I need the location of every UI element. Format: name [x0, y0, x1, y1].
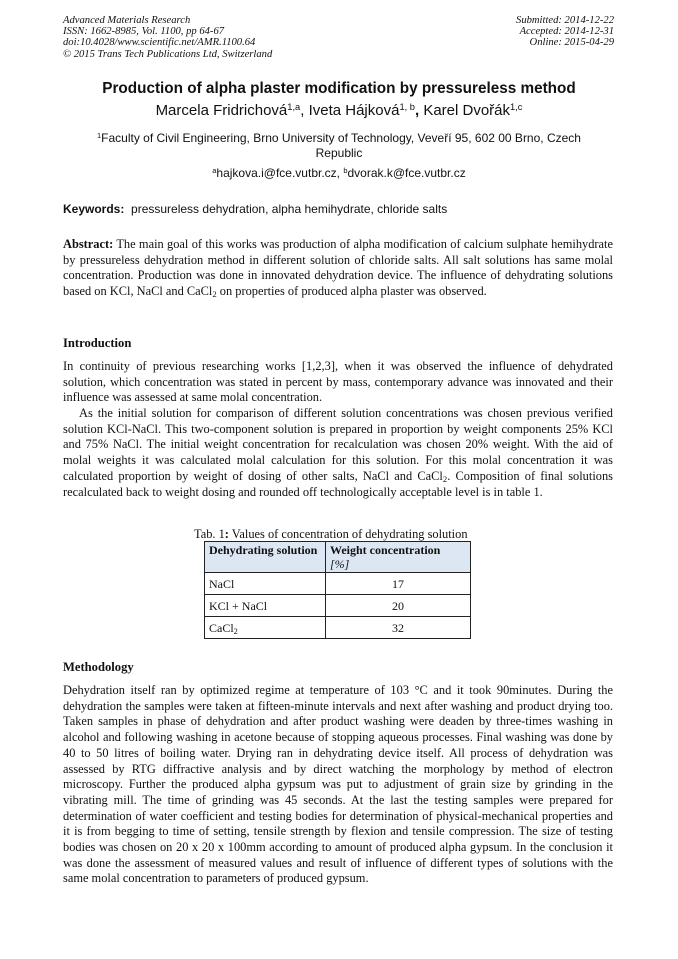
cell-solution: [205, 617, 326, 639]
solution-name: CaCl: [209, 620, 234, 635]
keywords-text: pressureless dehydration, alpha hemihydrate, chloride salts: [131, 202, 448, 216]
solution-name: NaCl: [209, 576, 235, 591]
keywords-label: Keywords:: [63, 202, 125, 216]
table-row: [205, 617, 471, 639]
column-header-unit: [%]: [330, 557, 350, 571]
submitted-date: Submitted: 2014-12-22: [516, 15, 614, 26]
cell-solution: [205, 595, 326, 617]
subscript: 2: [212, 289, 217, 300]
cell-concentration: 17: [326, 573, 471, 595]
author-affiliation-mark: 1,c: [510, 101, 523, 112]
email-mark: a: [212, 165, 217, 175]
column-header-concentration-label: Weight concentration: [330, 543, 441, 557]
accepted-date: Accepted: 2014-12-31: [519, 26, 614, 38]
section-heading-introduction: Introduction: [63, 336, 132, 350]
table-caption: [194, 527, 468, 542]
table-caption-label: Tab. 1: [194, 527, 225, 541]
abstract: [63, 237, 613, 300]
author-name: Marcela Fridrichová: [155, 102, 288, 119]
journal-name: Advanced Materials Research: [63, 15, 191, 26]
solution-name: KCl + NaCl: [209, 598, 268, 613]
email-link[interactable]: hajkova.i@fce.vutbr.cz: [216, 166, 337, 180]
intro-paragraph-2-text: As the initial solution for comparison of different solution concentrations was chosen previous verified solution KCl-NaCl. This two-component solution is prepared in proportion by weight components 25% KCl and 75% NaCl. The initial weight concentration for recalculation was chosen 20% weight. With the aid of molal weights it was calculated molal calculation for this solution. For this molal concentration it was calculated proportion by weight of dosing of other salts, NaCl and CaCl: [63, 406, 613, 483]
table-row: [205, 573, 471, 595]
journal-info: [63, 15, 272, 60]
affiliation: [80, 131, 598, 161]
cell-concentration: 20: [326, 595, 471, 617]
abstract-text-end: on properties of produced alpha plaster was observed.: [216, 284, 487, 299]
author-affiliation-mark: 1,a: [287, 101, 301, 112]
affiliation-text: Faculty of Civil Engineering, Brno University of Technology, Veveří 95, 602 00 Brno, Czech Republic: [101, 131, 581, 160]
author-list: Marcela Fridrichová$^{1,a}$, Iveta Hájková$^{1, b}$, Karel Dvořák$^{1,c}$: [155, 101, 523, 119]
intro-paragraph-2: [63, 406, 613, 500]
table-header-row: [205, 542, 471, 573]
intro-paragraph-1: In continuity of previous researching works [1,2,3], when it was observed the influence of dehydrated solution, which concentration was stated in percent by mass, contemporary advance was innovated and their influence was assessed at same molal concentration.: [63, 359, 613, 405]
author-name: Iveta Hájková: [308, 102, 400, 119]
abstract-text: The main goal of this works was production of alpha modification of calcium sulphate hemihydrate by pressureless dehydration method in different solution of chloride salts. All salt solutions has same molal concentration. Production was done in innovated dehydration device. The influence of dehydrating solutions based on KCl, NaCl and CaCl: [63, 237, 613, 299]
methodology-paragraph: Dehydration itself ran by optimized regime at temperature of 103 °C and it took 90minutes. During the dehydration the samples were taken at fifteen-minute intervals and next after washing and product drying too. Taken samples in phase of dehydration and after product washing were deaden by three-times washing in alcohol and following washing in acetone because of stopping aqueous processes. Final washing was done by 40 to 50 litres of boiling water. Drying ran in dehydrating device itself. All process of dehydration was assessed by RTG diffractive analysis and by direct watching the morphology by method of electron microscopy. Further the produced alpha gypsum was put to adjustment of grain size by grinding in the vibrating mill. The time of grinding was 45 seconds. At the last the testing samples were prepared for determination of water coefficient and testing bodies for determination of physical-mechanical properties and it is from begging to time of setting, tensile strength by flexion and tensile compression. The size of testing bodies was chosen on 20 x 20 x 100mm according to amount of produced alpha gypsum. In the conclusion it was done the assessment of measured values and result of influence of different types of solutions with the same molal concentration to parameters of produced gypsum.: [63, 683, 613, 886]
table-caption-text: Values of concentration of dehydrating solution: [228, 527, 468, 541]
table-row: [205, 595, 471, 617]
concentration-table: [204, 541, 471, 639]
author-name: Karel Dvořák: [423, 102, 511, 119]
journal-copyright: © 2015 Trans Tech Publications Ltd, Switzerland: [63, 48, 273, 60]
author-emails: $^a$hajkova.i@fce.vutbr.cz, $^b$dvorak.k@fce.vutbr.cz: [212, 165, 466, 180]
subscript: 2: [442, 473, 448, 484]
author-affiliation-mark: 1, b: [399, 101, 415, 112]
table-caption-separator: :: [224, 527, 229, 541]
cell-solution: [205, 573, 326, 595]
journal-doi: doi:10.4028/www.scientific.net/AMR.1100.64: [63, 37, 256, 49]
column-header-concentration: [326, 542, 471, 573]
email-mark: b: [343, 165, 348, 175]
paper-title: Production of alpha plaster modification by pressureless method: [102, 80, 576, 97]
journal-issn: ISSN: 1662-8985, Vol. 1100, pp 64-67: [63, 26, 225, 38]
affiliation-mark: 1: [97, 130, 102, 140]
online-date: Online: 2015-04-29: [529, 37, 614, 49]
cell-concentration: 32: [326, 617, 471, 639]
column-header-solution: Dehydrating solution: [205, 542, 326, 573]
subscript: 2: [233, 626, 238, 636]
email-link[interactable]: dvorak.k@fce.vutbr.cz: [347, 166, 466, 180]
section-heading-methodology: Methodology: [63, 660, 134, 674]
keywords: [63, 202, 447, 216]
submission-dates: [516, 15, 614, 49]
abstract-label: Abstract:: [63, 237, 114, 251]
intro-paragraph-2-text-end: . Composition of final solutions recalculated back to weight dosing and rounded off technologically acceptable level is in table 1.: [63, 468, 613, 499]
